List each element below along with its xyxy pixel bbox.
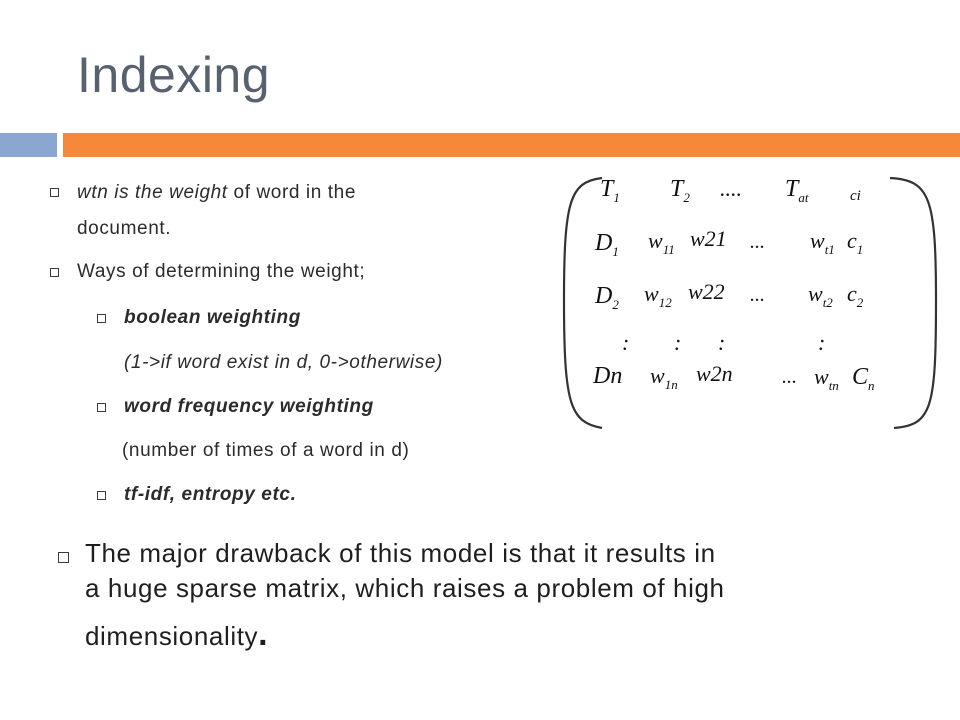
matrix-rown-wt: $w_{tn}$: [814, 364, 839, 393]
matrix-header-tat: $T_{at}$: [785, 176, 809, 205]
title-bar-left: [0, 133, 57, 157]
sub-bullet-square-icon: [97, 403, 106, 412]
matrix-row1-c: $c_1$: [847, 228, 864, 257]
drawback-line-3-text: dimensionality: [85, 621, 259, 651]
sub-bullet-square-icon: [97, 491, 106, 500]
sub-bullet-tfidf: tf-idf, entropy etc.: [124, 484, 297, 505]
bullet-weight-definition-line2: document.: [77, 218, 172, 239]
matrix-vdots: :: [622, 330, 630, 355]
matrix-rown-c: $C_n$: [852, 364, 875, 393]
matrix-header-ci: ci: [850, 188, 861, 204]
matrix-vdots: :: [674, 330, 682, 355]
matrix-row1-dots: ...: [750, 231, 765, 253]
matrix-row1-w2: w21: [690, 226, 727, 251]
matrix-row2-w2: w22: [688, 279, 725, 304]
bullet-weight-definition-rest: of word in the: [227, 182, 357, 203]
matrix-row2-d: $D_2$: [595, 283, 619, 312]
matrix-header-dots: ....: [720, 176, 742, 201]
matrix-rown-w: $w_{1n}$: [650, 363, 678, 392]
frequency-weighting-detail: (number of times of a word in d): [122, 440, 410, 461]
drawback-line-1: The major drawback of this model is that it results in: [85, 538, 716, 568]
drawback-line-2: a huge sparse matrix, which raises a problem of high: [85, 573, 725, 603]
matrix-row2-dots: ...: [750, 284, 765, 306]
sub-bullet-square-icon: [97, 314, 106, 323]
drawback-period: .: [258, 615, 269, 653]
matrix-header-t2: $T_2$: [670, 176, 690, 205]
bullet-square-icon: [50, 188, 59, 197]
matrix-rown-d: Dn: [593, 363, 623, 389]
matrix-header-t1: $T_1$: [600, 176, 620, 205]
document-term-matrix: [560, 170, 940, 435]
matrix-vdots: :: [718, 330, 726, 355]
title-bar-right: [63, 133, 960, 157]
sub-bullet-boolean-weighting: boolean weighting: [124, 307, 301, 328]
matrix-right-bracket: [890, 178, 936, 428]
boolean-weighting-detail: (1->if word exist in d, 0->otherwise): [124, 352, 443, 373]
bullet-weight-definition: [77, 182, 356, 204]
drawback-line-3: [85, 615, 268, 654]
bullet-square-icon: [58, 552, 69, 563]
matrix-row1-w: $w_{11}$: [648, 228, 675, 257]
bullet-ways-of-weighting: Ways of determining the weight;: [77, 261, 366, 282]
matrix-rown-w2: w2n: [696, 361, 733, 386]
sub-bullet-frequency-weighting: word frequency weighting: [124, 396, 374, 417]
matrix-row1-d: $D_1$: [595, 230, 619, 259]
bullet-square-icon: [50, 268, 59, 277]
matrix-row2-wt: $w_{t2}$: [808, 281, 833, 310]
matrix-vdots: :: [818, 330, 826, 355]
matrix-row2-c: $c_2$: [847, 281, 864, 310]
matrix-row1-wt: $w_{t1}$: [810, 228, 835, 257]
matrix-rown-dots: ...: [782, 366, 797, 388]
matrix-row2-w: $w_{12}$: [644, 281, 672, 310]
bullet-weight-definition-italic: wtn is the weight: [77, 182, 228, 203]
slide-title: Indexing: [77, 47, 271, 103]
